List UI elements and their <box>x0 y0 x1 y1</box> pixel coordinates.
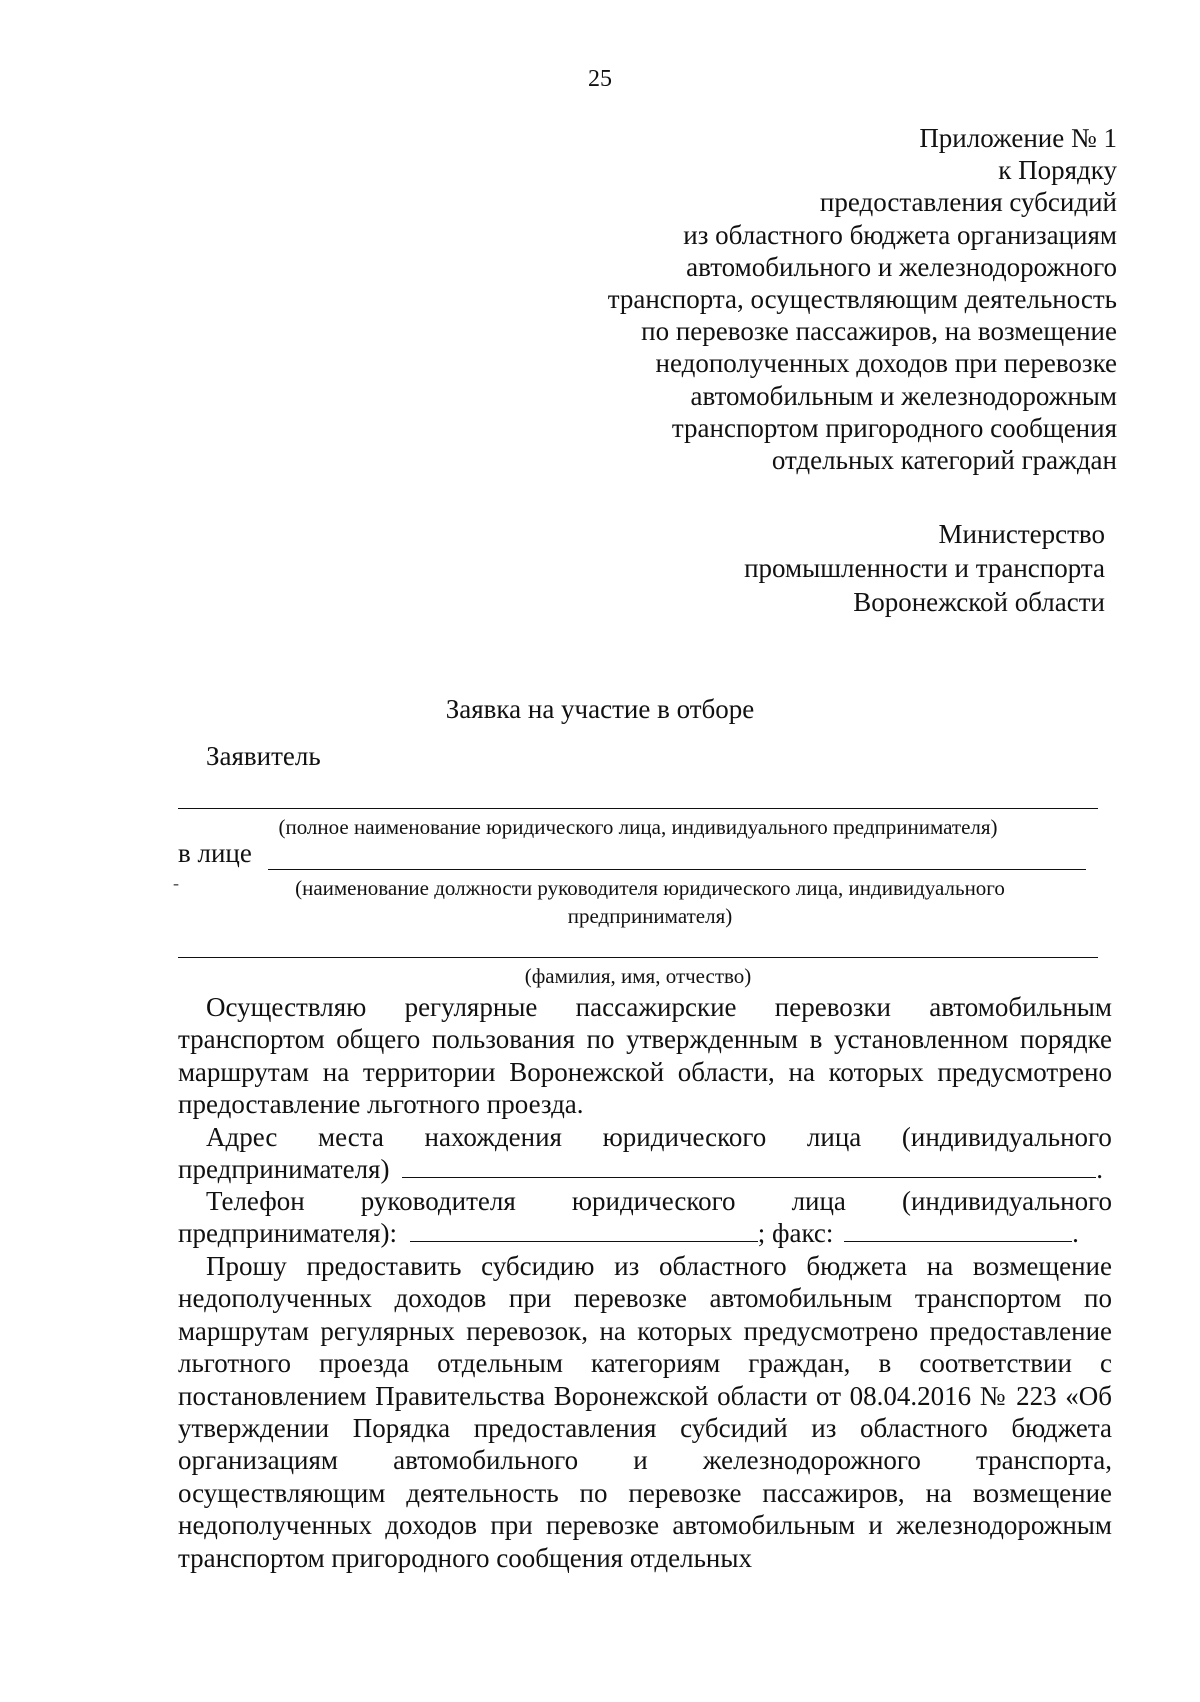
caption-legal-name: (полное наименование юридического лица, индивидуального предпринимателя) <box>278 815 998 839</box>
phone-word: (индивидуального <box>901 1186 1112 1216</box>
paragraph-request <box>178 1250 1112 1574</box>
phone-line-2 <box>178 1217 1112 1249</box>
address-word: юридического <box>602 1122 767 1152</box>
address-line-2 <box>178 1153 1112 1185</box>
phone-line-1 <box>178 1185 1112 1217</box>
dash-mark: - <box>173 873 179 893</box>
address-field-line[interactable] <box>402 1155 1096 1178</box>
fio-line[interactable] <box>178 956 1098 958</box>
phone-word: юридического <box>571 1186 736 1216</box>
phone-row <box>178 1185 1112 1250</box>
legal-name-line[interactable] <box>178 807 1098 809</box>
address-word: нахождения <box>424 1122 562 1152</box>
phone-word: Телефон <box>206 1186 305 1216</box>
phone-field-line[interactable] <box>410 1219 758 1242</box>
caption-position: (наименование должности руководителя юридического лица, индивидуального предпринимателя) <box>295 876 1005 928</box>
position-line[interactable] <box>268 868 1086 870</box>
address-label: предпринимателя) <box>178 1154 390 1185</box>
address-word: Адрес <box>206 1122 278 1152</box>
address-word: (индивидуального <box>901 1122 1112 1152</box>
phone-word: лица <box>791 1186 846 1216</box>
fax-label: ; факс: <box>757 1218 834 1249</box>
phone-word: руководителя <box>360 1186 516 1216</box>
page-number: 25 <box>588 66 612 92</box>
address-period: . <box>1096 1154 1103 1185</box>
fax-period: . <box>1072 1218 1079 1249</box>
address-word: лица <box>806 1122 862 1152</box>
appendix-header: Приложение № 1 к Порядку предоставления субсидий из областного бюджета организациям автомобильного и железнодорожного транспорта, осуществляющим деятельность по перевозке пассажиров, на возмещение недополученных доходов при перевозке автомобильным и железнодорожным транспортом пригородного сообщения отдельных категорий граждан <box>607 123 1117 476</box>
paragraph-transport-text: Осуществляю регулярные пассажирские перевозки автомобильным транспортом общего пользования по утвержденным в установленном порядке маршрутам на территории Воронежской области, на которых предусмотрено предоставление льготного проезда. <box>178 992 1112 1120</box>
caption-fio: (фамилия, имя, отчество) <box>524 964 752 988</box>
fax-field-line[interactable] <box>844 1219 1072 1242</box>
applicant-label: Заявитель <box>206 741 321 771</box>
paragraph-transport <box>178 991 1112 1121</box>
addressee-block: Министерство промышленности и транспорта Воронежской области <box>744 519 1105 617</box>
address-row <box>178 1121 1112 1186</box>
form-title: Заявка на участие в отборе <box>445 694 755 724</box>
address-line-1 <box>178 1121 1112 1153</box>
address-word: места <box>318 1122 384 1152</box>
paragraph-request-text: Прошу предоставить субсидию из областного бюджета на возмещение недополученных доходов при перевозке автомобильным транспортом по маршрутам регулярных перевозок, на которых предусмотрено предоставление льготного проезда отдельным категориям граждан, в соответствии с постановлением Правительства Воронежской области от 08.04.2016 № 223 «Об утверждении Порядка предоставления субсидий из областного бюджета организациям автомобильного и железнодорожного транспорта, осуществляющим деятельность по перевозке пассажиров, на возмещение недополученных доходов при перевозке автомобильным и железнодорожным транспортом пригородного сообщения отдельных <box>178 1251 1112 1573</box>
phone-label: предпринимателя): <box>178 1218 397 1249</box>
in-person-label: в лице <box>178 838 252 868</box>
